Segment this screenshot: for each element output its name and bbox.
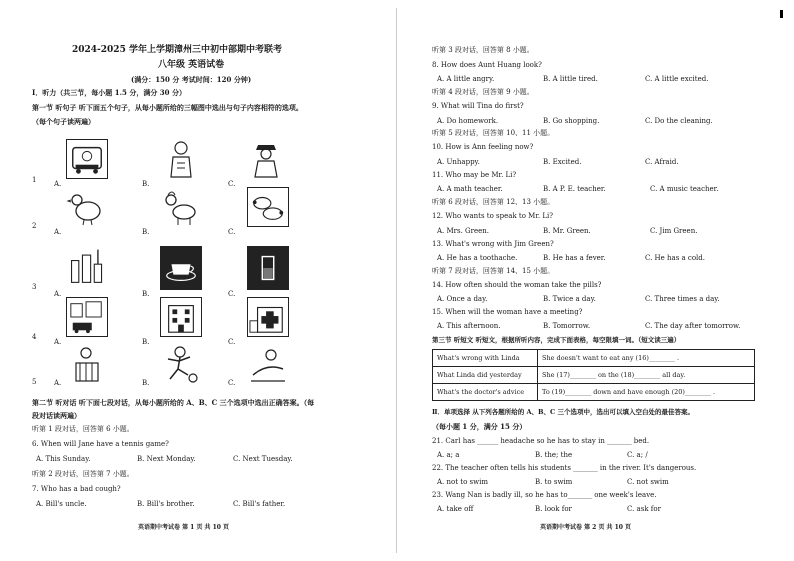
row-5-option-c: C. xyxy=(228,379,236,387)
sec3-instructions: 第三节 听短文 听短文，根据所听内容，完成下面表格，每空限填一词。（短文读三遍） xyxy=(432,336,681,344)
sec1-instructions: 第一节 听句子 听下面五个句子，从每小题所给的三幅图中选出与句子内容相符的选项。 xyxy=(32,103,303,112)
question-11: 11. Who may be Mr. Li? xyxy=(432,171,517,179)
sec2-note: 段对话读两遍） xyxy=(32,411,81,420)
listening-table xyxy=(432,349,755,401)
hospital-picture xyxy=(247,297,289,337)
question-7: 7. Who has a bad cough? xyxy=(32,485,121,493)
row-5-option-b: B. xyxy=(142,379,150,387)
q9-option-c: C. Do the cleaning. xyxy=(645,117,713,125)
row-4-option-a: A. xyxy=(54,338,62,346)
bus-driver-picture xyxy=(66,139,108,179)
q21-option-a: A. a; a xyxy=(437,451,460,459)
q9-option-b: B. Go shopping. xyxy=(543,117,600,125)
q7-option-b: B. Bill's brother. xyxy=(137,500,195,508)
row-2-option-a: A. xyxy=(54,228,62,236)
q21-option-c: C. a; / xyxy=(627,451,648,459)
question-12: 12. Who wants to speak to Mr. Li? xyxy=(432,212,553,220)
dialog-3-label: 听第 3 段对话，回答第 8 小题。 xyxy=(432,46,534,54)
q11-option-a: A. A math teacher. xyxy=(437,185,503,193)
q13-option-b: B. He has a fever. xyxy=(543,254,606,262)
q13-option-a: A. He has a toothache. xyxy=(437,254,518,262)
table-row xyxy=(433,350,755,367)
q14-option-a: A. Once a day. xyxy=(437,295,488,303)
q8-option-b: B. A little tired. xyxy=(543,75,598,83)
chicken-picture xyxy=(66,187,108,227)
q8-option-c: C. A little excited. xyxy=(645,75,709,83)
score-line: (满分：150 分 考试时间：120 分钟) xyxy=(131,75,252,84)
question-23: 23. Wang Nan is badly ill, so he has to_______ one week's leave. xyxy=(432,491,657,499)
street-scene-picture xyxy=(66,297,108,337)
row-1-option-c: C. xyxy=(228,180,236,188)
q12-option-a: A. Mrs. Green. xyxy=(437,227,490,235)
row-4-number: 4 xyxy=(32,333,37,341)
dialog-7-label: 听第 7 段对话，回答第 14、15 小题。 xyxy=(432,267,555,275)
row-3-number: 3 xyxy=(32,283,37,291)
q15-option-b: B. Tomorrow. xyxy=(543,322,591,330)
scan-mark xyxy=(780,10,783,18)
question-9: 9. What will Tina do first? xyxy=(432,102,524,110)
dialog-1-label: 听第 1 段对话，回答第 6 小题。 xyxy=(32,425,134,433)
sec1-note: （每个句子读两遍） xyxy=(32,117,95,126)
glass-picture xyxy=(247,246,289,290)
row-2-option-b: B. xyxy=(142,228,150,236)
building-picture xyxy=(160,297,202,337)
table-answer-cell: She (17)________ on the (18)________ all day. xyxy=(538,367,755,384)
row-2-option-c: C. xyxy=(228,228,236,236)
pigs-picture xyxy=(247,187,289,227)
exam-title: 2024-2025 学年上学期漳州三中初中部期中考联考 xyxy=(72,45,282,55)
table-row xyxy=(433,367,755,384)
q7-option-c: C. Bill's father. xyxy=(233,500,286,508)
question-21: 21. Carl has ______ headache so he has to stay in _______ bed. xyxy=(432,437,650,445)
page-2-footer: 英语期中考试卷 第 2 页 共 10 页 xyxy=(540,524,632,531)
row-5-number: 5 xyxy=(32,378,37,386)
dialog-2-label: 听第 2 段对话，回答第 7 小题。 xyxy=(32,470,134,478)
q23-option-a: A. take off xyxy=(437,505,474,513)
question-6: 6. When will Jane have a tennis game? xyxy=(32,440,169,448)
table-question-cell: What's the doctor's advice xyxy=(433,384,538,401)
q22-option-b: B. to swim xyxy=(535,478,573,486)
q11-option-c: C. A music teacher. xyxy=(650,185,719,193)
q22-option-c: C. not swim xyxy=(627,478,669,486)
question-13: 13. What's wrong with Jim Green? xyxy=(432,240,554,248)
row-2-number: 2 xyxy=(32,222,37,230)
row-1-option-a: A. xyxy=(54,180,62,188)
q8-option-a: A. A little angry. xyxy=(437,75,495,83)
q15-option-a: A. This afternoon. xyxy=(437,322,501,330)
person-with-basket-picture xyxy=(66,345,108,385)
row-3-option-c: C. xyxy=(228,290,236,298)
page-fold xyxy=(396,8,397,553)
q14-option-b: B. Twice a day. xyxy=(543,295,596,303)
q15-option-c: C. The day after tomorrow. xyxy=(645,322,741,330)
part2-note: （每小题 1 分，满分 15 分） xyxy=(432,422,527,431)
question-14: 14. How often should the woman take the pills? xyxy=(432,281,602,289)
question-8: 8. How does Aunt Huang look? xyxy=(432,61,542,69)
q23-option-c: C. ask for xyxy=(627,505,661,513)
teacher-picture xyxy=(160,139,202,179)
row-1-number: 1 xyxy=(32,176,37,184)
q6-option-c: C. Next Tuesday. xyxy=(233,455,293,463)
table-answer-cell: She doesn't want to eat any (16)________ . xyxy=(538,350,755,367)
coffee-cup-picture xyxy=(160,246,202,290)
exam-subtitle: 八年级 英语试卷 xyxy=(158,60,225,70)
q21-option-b: B. the; the xyxy=(535,451,573,459)
dialog-5-label: 听第 5 段对话，回答第 10、11 小题。 xyxy=(432,129,555,137)
q12-option-b: B. Mr. Green. xyxy=(543,227,591,235)
q9-option-a: A. Do homework. xyxy=(437,117,499,125)
football-player-picture xyxy=(160,345,202,385)
q14-option-c: C. Three times a day. xyxy=(645,295,720,303)
q10-option-b: B. Excited. xyxy=(543,158,582,166)
row-5-option-a: A. xyxy=(54,379,62,387)
q6-option-b: B. Next Monday. xyxy=(137,455,196,463)
q23-option-b: B. look for xyxy=(535,505,572,513)
row-4-option-b: B. xyxy=(142,338,150,346)
police-picture xyxy=(245,139,287,179)
q12-option-c: C. Jim Green. xyxy=(650,227,698,235)
q10-option-a: A. Unhappy. xyxy=(437,158,480,166)
table-question-cell: What's wrong with Linda xyxy=(433,350,538,367)
row-4-option-c: C. xyxy=(228,338,236,346)
q11-option-b: B. A P. E. teacher. xyxy=(543,185,606,193)
question-22: 22. The teacher often tells his students _______ in the river. It's dangerous. xyxy=(432,464,697,472)
q6-option-a: A. This Sunday. xyxy=(36,455,91,463)
part2-header: Ⅱ．单项选择 从下列各题所给的 A、B、C 三个选项中，选出可以填入空白处的最佳答案。 xyxy=(432,408,694,416)
dialog-6-label: 听第 6 段对话，回答第 12、13 小题。 xyxy=(432,198,555,206)
question-10: 10. How is Ann feeling now? xyxy=(432,143,534,151)
page-1-footer: 英语期中考试卷 第 1 页 共 10 页 xyxy=(138,524,230,531)
row-1-option-b: B. xyxy=(142,180,150,188)
table-answer-cell: To (19)________ down and have enough (20)________ . xyxy=(538,384,755,401)
dialog-4-label: 听第 4 段对话，回答第 9 小题。 xyxy=(432,88,534,96)
toiletries-picture xyxy=(66,246,108,286)
sec2-instructions: 第二节 听对话 听下面七段对话，从每小题所给的 A、B、C 三个选项中选出正确答案。（每 xyxy=(32,398,315,407)
q7-option-a: A. Bill's uncle. xyxy=(36,500,87,508)
part1-header: Ⅰ．听力（共三节，每小题 1.5 分，满分 30 分） xyxy=(32,88,186,97)
q10-option-c: C. Afraid. xyxy=(645,158,679,166)
row-3-option-b: B. xyxy=(142,290,150,298)
question-15: 15. When will the woman have a meeting? xyxy=(432,308,583,316)
person-lying-picture xyxy=(247,345,289,385)
q22-option-a: A. not to swim xyxy=(437,478,488,486)
row-3-option-a: A. xyxy=(54,290,62,298)
table-row xyxy=(433,384,755,401)
table-question-cell: What Linda did yesterday xyxy=(433,367,538,384)
q13-option-c: C. He has a cold. xyxy=(645,254,706,262)
goat-sheep-picture xyxy=(160,187,202,227)
